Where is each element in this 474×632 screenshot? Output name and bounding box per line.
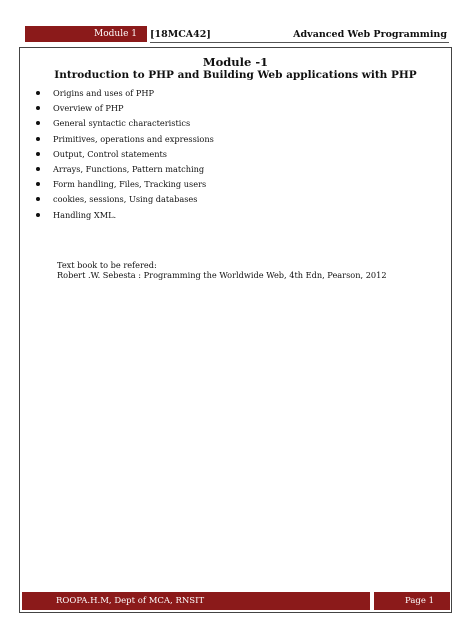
bullet-icon	[36, 106, 40, 110]
topic-item	[36, 192, 214, 207]
footer-author: ROOPA.H.M, Dept of MCA, RNSIT	[22, 592, 370, 610]
topic-label: Form handling, Files, Tracking users	[53, 179, 207, 190]
module-subtitle: Introduction to PHP and Building Web applications with PHP	[54, 69, 417, 81]
topic-list	[36, 86, 214, 223]
bullet-icon	[36, 91, 40, 95]
topic-label: Primitives, operations and expressions	[53, 133, 214, 144]
topic-label: Origins and uses of PHP	[53, 88, 155, 98]
textbook-reference: Robert .W. Sebesta : Programming the Worldwide Web, 4th Edn, Pearson, 2012	[57, 270, 387, 280]
module-title: Module -1	[202, 55, 269, 69]
header-course-code: [18MCA42]	[150, 29, 211, 40]
topic-item	[36, 116, 214, 131]
topic-label: Output, Control statements	[53, 148, 167, 159]
topic-label: Handling XML.	[53, 209, 117, 220]
topic-item	[36, 101, 214, 116]
header-divider	[150, 42, 449, 43]
bullet-icon	[36, 121, 40, 125]
bullet-icon	[36, 197, 40, 201]
bullet-icon	[36, 213, 40, 217]
topic-item	[36, 177, 214, 192]
header-course-title: Advanced Web Programming	[293, 29, 447, 40]
bullet-icon	[36, 182, 40, 186]
topic-item	[36, 208, 214, 223]
topic-label: Arrays, Functions, Pattern matching	[53, 164, 205, 175]
topic-label: cookies, sessions, Using databases	[53, 194, 198, 205]
topic-item	[36, 132, 214, 147]
textbook-label: Text book to be refered:	[57, 260, 157, 270]
bullet-icon	[36, 152, 40, 156]
header-module-label: Module 1	[25, 26, 147, 42]
footer-page-number: Page 1	[374, 592, 450, 610]
topic-label: General syntactic characteristics	[53, 118, 191, 129]
bullet-icon	[36, 167, 40, 171]
topic-item	[36, 162, 214, 177]
bullet-icon	[36, 137, 40, 141]
topic-item	[36, 147, 214, 162]
topic-label: Overview of PHP	[53, 103, 124, 114]
topic-item	[36, 86, 214, 101]
